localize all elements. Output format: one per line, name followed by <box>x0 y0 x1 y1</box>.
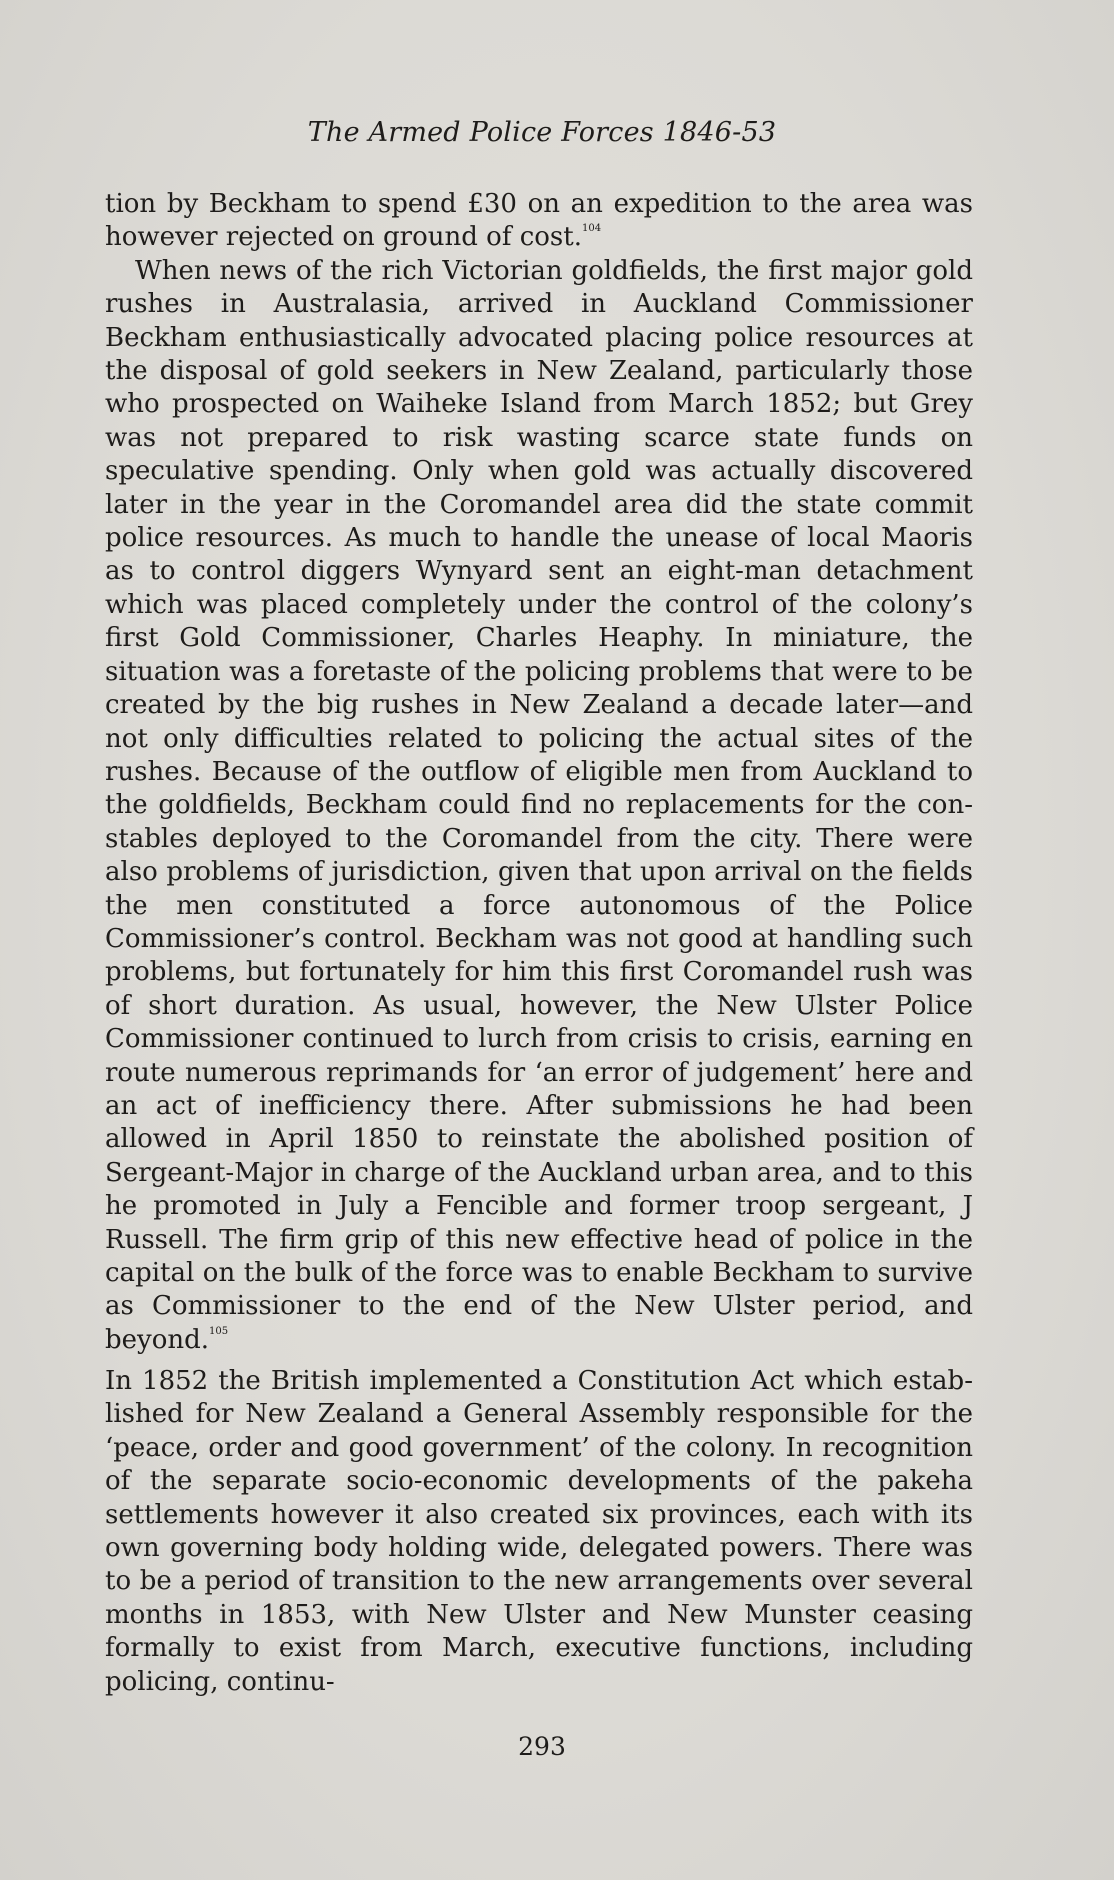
paragraph-goldfields <box>105 255 973 1357</box>
page-number: 293 <box>518 1732 566 1761</box>
text-block-upper <box>105 188 973 1357</box>
paragraph-text: tion by Beckham to spend £30 on an expedition to the area was however rejected on ground of cost. <box>105 189 973 253</box>
footnote-ref: 104 <box>581 223 602 235</box>
text-block-lower <box>105 1365 973 1699</box>
running-head: The Armed Police Forces 1846-53 <box>307 117 777 148</box>
paragraph-text: In 1852 the British implemented a Constitution Act which established for New Zealand a General Assembly responsible for the ‘peace, order and good government’ of the colony. In recognition of the separate socio-economic developments of the pakeha settlements however it also created six provinces, each with its own governing body holding wide, delegated powers. There was to be a period of transition to the new arrangements over several months in 1853, with New Ulster and New Munster ceasing formally to exist from March, executive functions, including policing, continu- <box>105 1366 973 1697</box>
paragraph-text: When news of the rich Victorian goldfields, the first major gold rushes in Australasia, arrived in Auckland Commissioner Beckham enthusiastically advocated placing police resources at the disposal of gold seekers in New Zealand, particularly those who prospected on Waiheke Island from March 1852; but Grey was not prepared to risk wasting scarce state funds on speculative spending. Only when gold was actually discovered later in the year in the Coromandel area did the state commit police resources. As much to handle the unease of local Maoris as to control diggers Wynyard sent an eight-man detachment which was placed completely under the control of the colony’s first Gold Commissioner, Charles Heaphy. In miniature, the situation was a foretaste of the policing problems that were to be created by the big rushes in New Zealand a decade later—and not only difficulties related to policing the actual sites of the rushes. Because of the outflow of eligible men from Auckland to the goldfields, Beckham could find no replacements for the constables deployed to the Coromandel from the city. There were also problems of jurisdiction, given that upon arrival on the fields the men constituted a force autonomous of the Police Commissioner’s control. Beckham was not good at handling such problems, but fortunately for him this first Coromandel rush was of short duration. As usual, however, the New Ulster Police Commissioner continued to lurch from crisis to crisis, earning en route numerous reprimands for ‘an error of judgement’ here and an act of inefficiency there. After submissions he had been allowed in April 1850 to reinstate the abolished position of Sergeant-Major in charge of the Auckland urban area, and to this he promoted in July a Fencible and former troop sergeant, J Russell. The firm grip of this new effective head of police in the capital on the bulk of the force was to enable Beckham to survive as Commissioner to the end of the New Ulster period, and beyond. <box>105 255 973 1355</box>
paragraph-continuation <box>105 188 973 255</box>
paragraph-constitution <box>105 1365 973 1699</box>
footnote-ref: 105 <box>209 1325 229 1337</box>
